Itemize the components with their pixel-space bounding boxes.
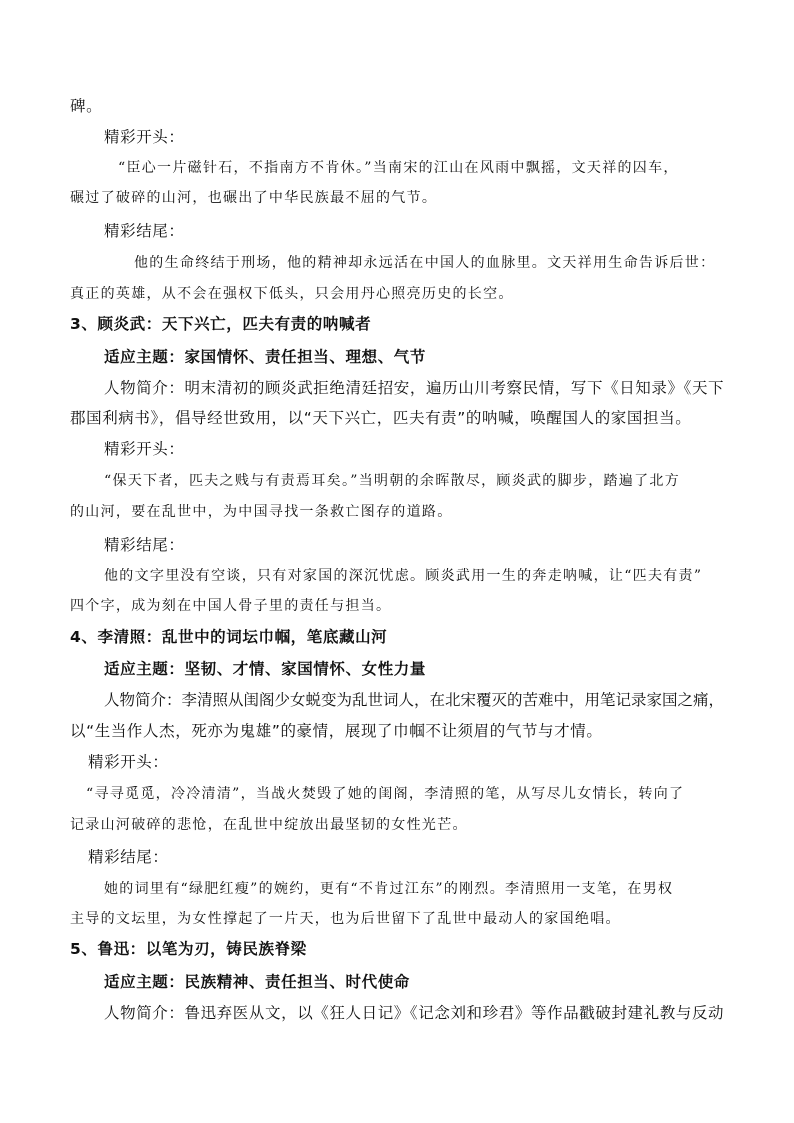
opening-text-line: “臣心一片磁针石，不指南方不肯休。”当南宋的江山在风雨中飘摇，文天祥的囚车， — [118, 160, 679, 176]
closing-text-line: 他的文字里没有空谈，只有对家国的深沉忧虑。顾炎武用一生的奔走呐喊，让“匹夫有责” — [104, 568, 703, 584]
opening-text-line: 的山河，要在乱世中，为中国寻找一条救亡图存的道路。 — [70, 504, 453, 520]
closing-text-line: 她的词里有“绿肥红瘦”的婉约，更有“不肯过江东”的刚烈。李清照用一支笔，在男权 — [104, 881, 674, 897]
closing-label: 精彩结尾： — [104, 536, 185, 554]
intro-line: 人物简介：明末清初的顾炎武拒绝清廷招安，遍历山川考察民情，写下《日知录》《天下 — [104, 379, 725, 397]
opening-text-line: 记录山河破碎的悲怆，在乱世中绽放出最坚韧的女性光芒。 — [70, 817, 468, 833]
closing-text-line: 主导的文坛里，为女性撑起了一片天，也为后世留下了乱世中最动人的家国绝唱。 — [70, 911, 621, 927]
intro-line: 郡国利病书》，倡导经世致用，以“天下兴亡，匹夫有责”的呐喊，唤醒国人的家国担当。 — [70, 409, 692, 427]
opening-label: 精彩开头： — [88, 753, 169, 771]
closing-label: 精彩结尾： — [88, 848, 169, 866]
opening-text-line: “保天下者，匹夫之贱与有责焉耳矣。”当明朝的余晖散尽，顾炎武的脚步，踏遍了北方 — [104, 473, 681, 489]
theme-line: 适应主题：坚韧、才情、家国情怀、女性力量 — [104, 660, 427, 678]
opening-text-line: 碾过了破碎的山河，也碾出了中华民族最不屈的气节。 — [70, 190, 438, 206]
opening-text-line: “寻寻觅觅，冷冷清清”，当战火焚毁了她的闺阁，李清照的笔，从写尽儿女情长，转向了 — [86, 786, 685, 802]
section-heading: 4、李清照：乱世中的词坛巾帼，笔底藏山河 — [70, 628, 388, 646]
closing-text-line: 他的生命终结于刑场，他的精神却永远活在中国人的血脉里。文天祥用生命告诉后世： — [134, 255, 716, 271]
closing-label: 精彩结尾： — [104, 222, 185, 240]
section-heading: 3、顾炎武：天下兴亡，匹夫有责的呐喊者 — [70, 315, 372, 333]
section-heading: 5、鲁迅：以笔为刃，铸民族脊梁 — [70, 940, 307, 958]
theme-line: 适应主题：民族精神、责任担当、时代使命 — [104, 973, 410, 991]
theme-line: 适应主题：家国情怀、责任担当、理想、气节 — [104, 348, 427, 366]
opening-label: 精彩开头： — [104, 128, 185, 146]
closing-text-line: 真正的英雄，从不会在强权下低头，只会用丹心照亮历史的长空。 — [70, 286, 514, 302]
intro-line: 人物简介：李清照从闺阁少女蜕变为乱世词人，在北宋覆灭的苦难中，用笔记录家国之痛， — [104, 691, 725, 709]
opening-label: 精彩开头： — [104, 440, 185, 458]
paragraph-fragment: 碑。 — [70, 97, 103, 115]
intro-line: 以“生当作人杰，死亦为鬼雄”的豪情，展现了巾帼不让须眉的气节与才情。 — [70, 722, 603, 740]
intro-line: 人物简介：鲁迅弃医从文，以《狂人日记》《记念刘和珍君》等作品戳破封建礼教与反动 — [104, 1004, 725, 1022]
closing-text-line: 四个字，成为刻在中国人骨子里的责任与担当。 — [70, 598, 392, 614]
